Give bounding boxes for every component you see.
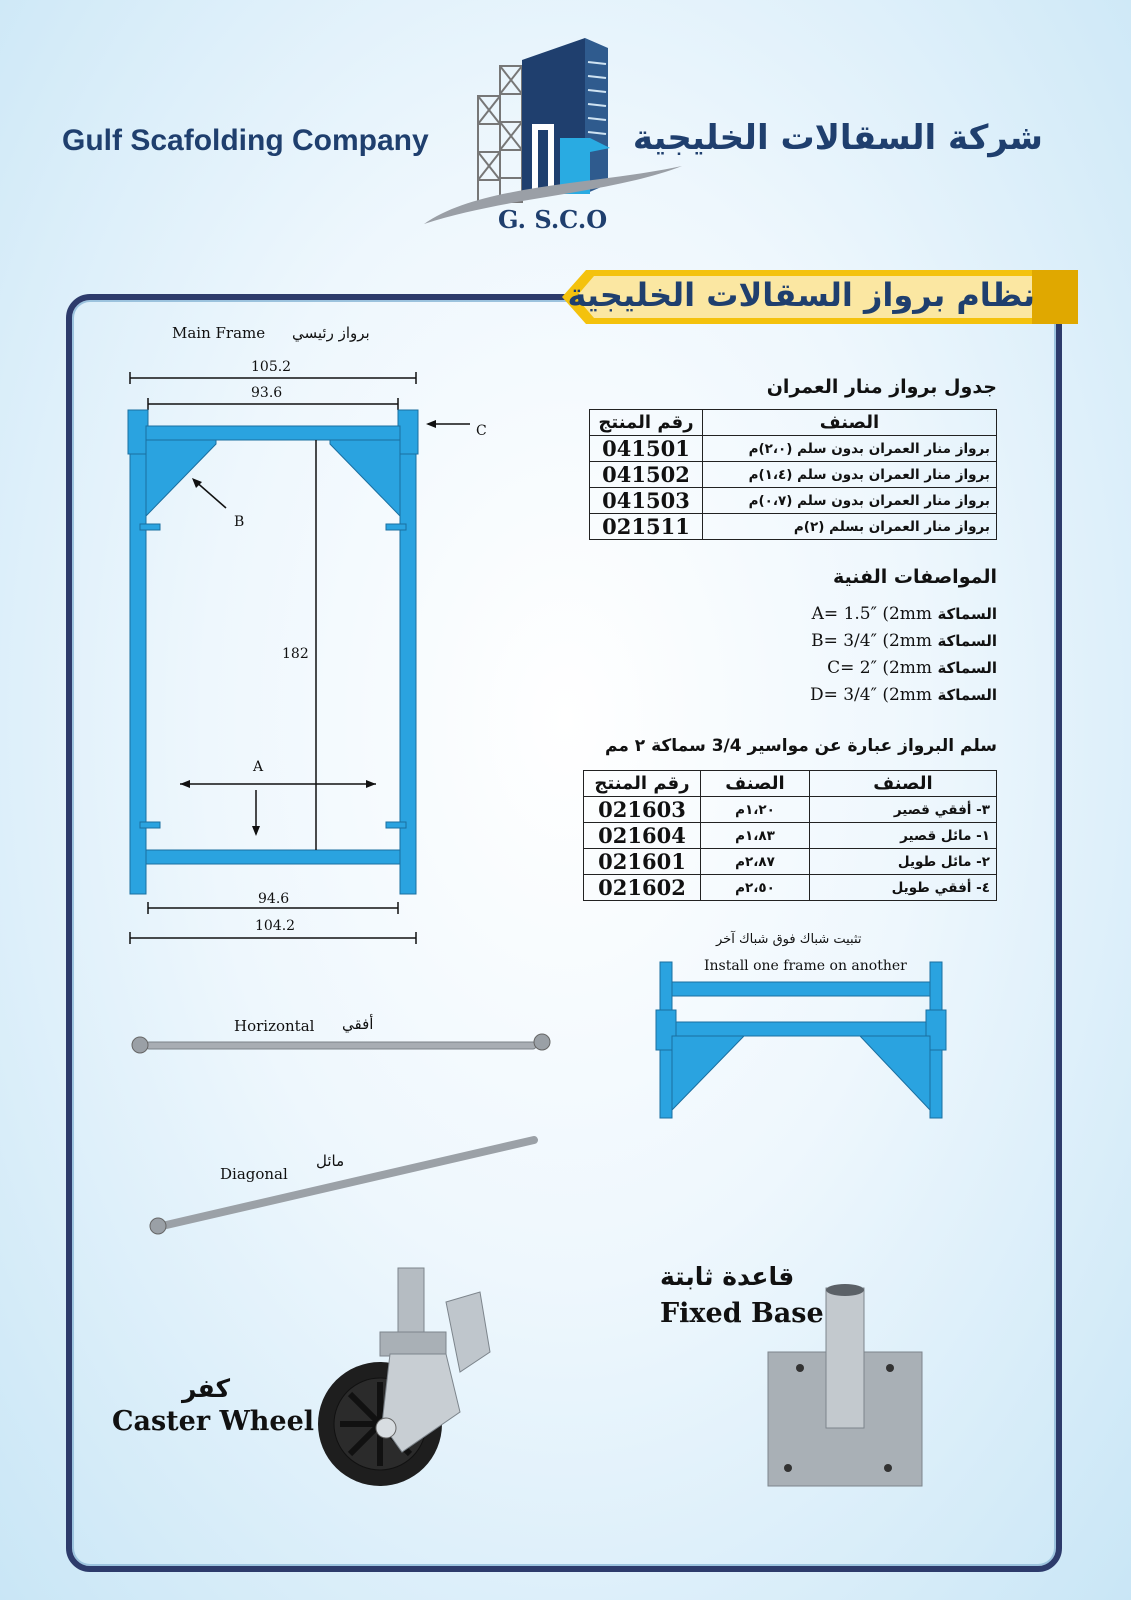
specs-heading: المواصفات الفنية	[832, 566, 997, 588]
fixed-base-label-ar: قاعدة ثابتة	[660, 1262, 795, 1291]
product-code: 041502	[590, 462, 703, 488]
product-code: 021603	[584, 797, 701, 823]
table-row	[590, 436, 997, 462]
caster-label-en: Caster Wheel	[112, 1406, 315, 1437]
spec-line	[737, 658, 997, 685]
horizontal-label-en: Horizontal	[234, 1017, 315, 1035]
table-row	[590, 488, 997, 514]
banner-title: نظام برواز السقالات الخليجية	[567, 276, 1035, 314]
spec-line	[737, 631, 997, 658]
dim-bottom-inner: 94.6	[258, 891, 290, 907]
product-name: ٣- أفقي قصير	[810, 797, 997, 823]
frame-col-code: رقم المنتج	[590, 410, 703, 436]
table-row	[584, 849, 997, 875]
table-row	[584, 823, 997, 849]
frame-table-heading: جدول برواز منار العمران	[766, 376, 997, 398]
product-name: برواز منار العمران بدون سلم (٠،٧)م	[703, 488, 997, 514]
diagonal-label-ar: مائل	[316, 1152, 345, 1170]
diagonal-label-en: Diagonal	[220, 1165, 288, 1183]
frame-table	[589, 409, 997, 540]
dim-height: 182	[282, 646, 309, 662]
ladder-table-heading: سلم البرواز عبارة عن مواسير 3/4 سماكة ٢ مم	[605, 736, 997, 756]
install-label-ar: تثبيت شباك فوق شباك آخر	[716, 932, 862, 947]
company-name-ar: شركة السقالات الخليجية	[632, 118, 1043, 158]
product-code: 021511	[590, 514, 703, 540]
product-name: ٤- أفقي طويل	[810, 875, 997, 901]
table-row	[584, 797, 997, 823]
horizontal-brace-image	[126, 1030, 556, 1060]
product-code: 021604	[584, 823, 701, 849]
main-frame-label-ar: برواز رئيسي	[292, 324, 370, 342]
ladder-col-code: رقم المنتج	[584, 771, 701, 797]
table-row	[590, 462, 997, 488]
product-code: 041503	[590, 488, 703, 514]
spec-line	[737, 685, 997, 712]
spec-label: السماكة	[937, 659, 997, 677]
spec-label: السماكة	[937, 686, 997, 704]
fixed-base-image	[760, 1280, 930, 1490]
company-name-en: Gulf Scafolding Company	[62, 124, 429, 157]
ladder-col-item: الصنف	[810, 771, 997, 797]
product-name: برواز منار العمران بسلم (٢)م	[703, 514, 997, 540]
product-length: ٢،٨٧م	[701, 849, 810, 875]
dim-top-outer: 105.2	[251, 359, 292, 375]
diagonal-brace-image	[144, 1130, 544, 1240]
product-length: ٢،٥٠م	[701, 875, 810, 901]
horizontal-label-ar: أفقي	[342, 1015, 374, 1033]
spec-line	[737, 604, 997, 631]
product-code: 041501	[590, 436, 703, 462]
install-frame-drawing	[654, 960, 950, 1124]
table-row	[584, 875, 997, 901]
product-length: ١،٨٣م	[701, 823, 810, 849]
logo-text: G. S.C.O	[498, 205, 608, 234]
spec-value: C= 2″ (2mm	[827, 658, 933, 678]
main-frame-drawing	[120, 356, 500, 956]
frame-col-item: الصنف	[703, 410, 997, 436]
product-name: ٢- مائل طويل	[810, 849, 997, 875]
callout-a: A	[253, 759, 264, 775]
spec-value: A= 1.5″ (2mm	[811, 604, 933, 624]
specs-list	[737, 604, 997, 712]
ladder-table	[583, 770, 997, 901]
product-name: برواز منار العمران بدون سلم (٢،٠)م	[703, 436, 997, 462]
caster-wheel-image	[310, 1262, 510, 1494]
callout-b: B	[234, 514, 245, 530]
product-length: ١،٢٠م	[701, 797, 810, 823]
dim-bottom-outer: 104.2	[255, 918, 296, 934]
ladder-col-length: الصنف	[701, 771, 810, 797]
product-code: 021602	[584, 875, 701, 901]
fixed-base-label-en: Fixed Base	[660, 1298, 824, 1329]
product-name: برواز منار العمران بدون سلم (١،٤)م	[703, 462, 997, 488]
spec-label: السماكة	[937, 605, 997, 623]
dim-top-inner: 93.6	[251, 385, 283, 401]
product-name: ١- مائل قصير	[810, 823, 997, 849]
main-frame-label-en: Main Frame	[172, 324, 266, 342]
caster-label-ar: كفر	[182, 1374, 231, 1403]
spec-value: B= 3/4″ (2mm	[811, 631, 933, 651]
company-logo	[420, 34, 690, 234]
product-code: 021601	[584, 849, 701, 875]
table-row	[590, 514, 997, 540]
spec-value: D= 3/4″ (2mm	[809, 685, 933, 705]
install-label-en: Install one frame on another	[704, 958, 907, 974]
spec-label: السماكة	[937, 632, 997, 650]
callout-c: C	[476, 423, 487, 439]
